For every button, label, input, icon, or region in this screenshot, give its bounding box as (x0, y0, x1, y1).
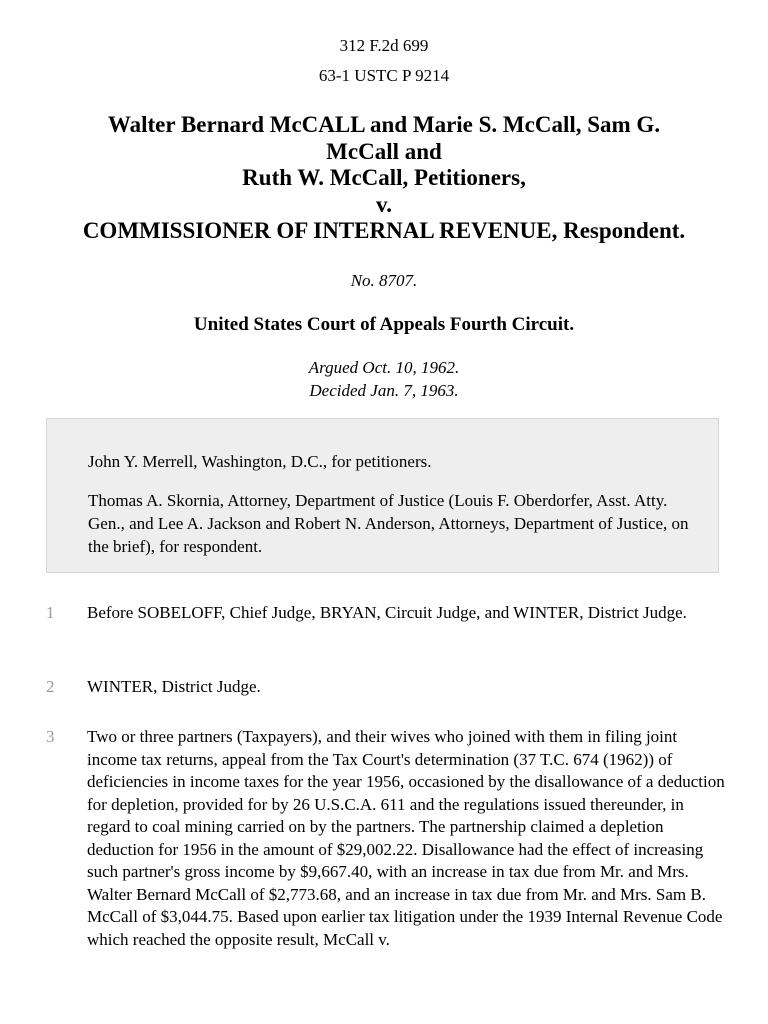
paragraph-text: Two or three partners (Taxpayers), and their wives who joined with them in filing joint income tax returns, appeal from the Tax Court's determination (37 T.C. 674 (1962)) of deficiencies in income taxes for the year 1956, occasioned by the disallowance of a deduction for depletion, provided for by 26 U.S.C.A. 611 and the regulations issued thereunder, in regard to coal mining carried on by the partners. The partnership claimed a depletion deduction for 1956 in the amount of $29,002.22. Disallowance had the effect of increasing such partner's gross income by $9,667.40, with an increase in tax due from Mr. and Mrs. Walter Bernard McCall of $2,773.68, and an increase in tax due from Mr. and Mrs. Sam B. McCall of $3,044.75. Based upon earlier tax litigation under the 1939 Internal Revenue Code which reached the opposite result, McCall v. (87, 727, 725, 949)
paragraph-number: 2 (46, 677, 55, 696)
paragraph-number: 3 (46, 727, 55, 746)
caption-versus: v. (376, 191, 392, 217)
counsel-respondent: Thomas A. Skornia, Attorney, Department of Justice (Louis F. Oberdorfer, Asst. Atty. Gen., and Lee A. Jackson and Robert N. Anderson, Attorneys, Department of Justice, on the brief), for respondent. (88, 491, 689, 556)
case-dates (0, 356, 768, 402)
reporter-citation: 312 F.2d 699 (339, 36, 429, 55)
paragraph-text: Before SOBELOFF, Chief Judge, BRYAN, Circuit Judge, and WINTER, District Judge. (87, 603, 687, 622)
argued-date: Argued Oct. 10, 1962. (308, 358, 460, 377)
counsel-section (46, 418, 719, 573)
counsel-petitioners: John Y. Merrell, Washington, D.C., for petitioners. (88, 452, 432, 471)
caption-line-3: Ruth W. McCall, Petitioners, (242, 165, 526, 190)
paragraph-number: 1 (46, 603, 55, 622)
caption-line-2: McCall and (326, 138, 442, 164)
paragraph-text: WINTER, District Judge. (87, 677, 261, 696)
court-name: United States Court of Appeals Fourth Circuit. (193, 314, 575, 335)
caption-line-1: Walter Bernard McCALL and Marie S. McCall, Sam G. (107, 112, 661, 137)
case-caption (0, 112, 768, 245)
decided-date: Decided Jan. 7, 1963. (309, 381, 459, 400)
tax-citation: 63-1 USTC P 9214 (318, 66, 450, 85)
caption-line-5: COMMISSIONER OF INTERNAL REVENUE, Respondent. (82, 218, 686, 243)
docket-number: No. 8707. (350, 271, 418, 290)
